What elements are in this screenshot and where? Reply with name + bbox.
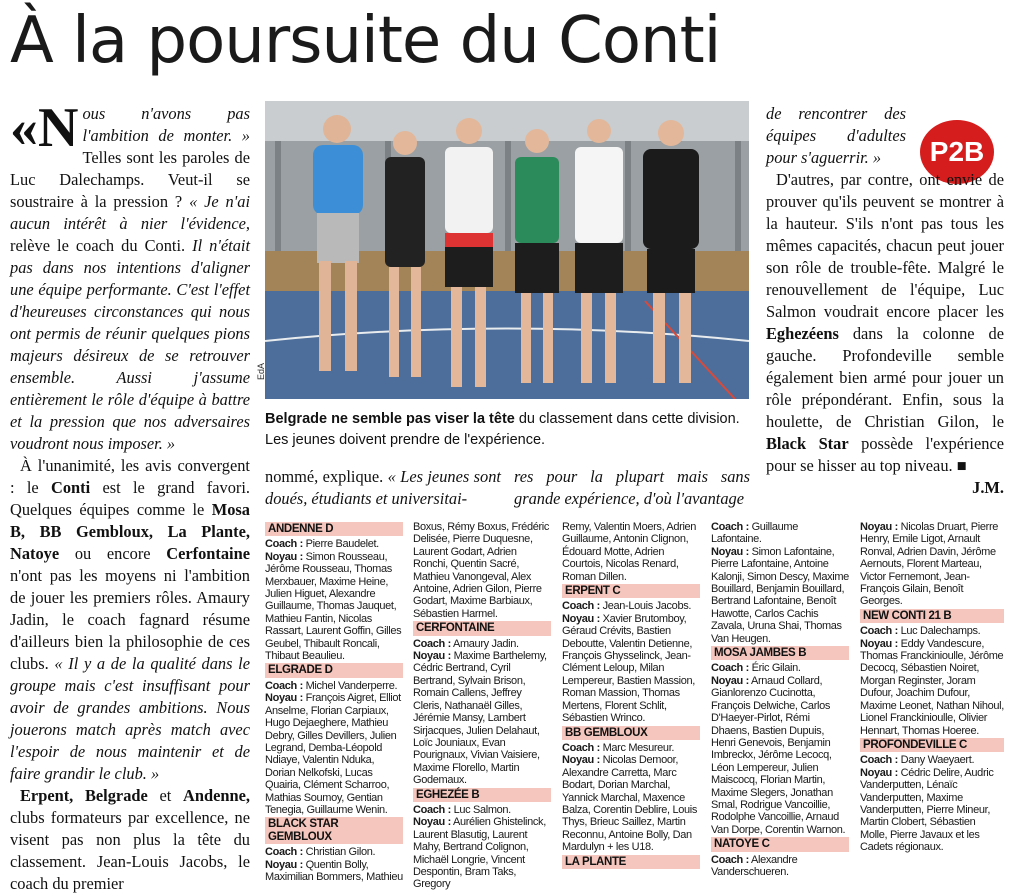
article-middle-right: res pour la plupart mais sans grande expérience, d'où l'avantage bbox=[514, 467, 750, 508]
roster-new-conti: Coach : Luc Dalechamps. Noyau : Eddy Vandescure, Thomas Franckinioulle, Jérôme Decocq, Sébastien Noiret, Morgan Reginster, Joram Dufour, Joachim Dufour, Maxime Leonet, Nathan Nihoul, Lionel Franckinioulle, Olivier Hennart, Thomas Hoeree. bbox=[860, 625, 1004, 737]
team-header-la-plante: LA PLANTE bbox=[562, 855, 700, 869]
team-header-natoye: NATOYE C bbox=[711, 837, 849, 851]
article-paragraph-4: de rencontrer des équipes d'adultes pour s'aguerrir. » bbox=[766, 104, 906, 167]
roster-natoye-cont: Noyau : Nicolas Druart, Pierre Henry, Emile Ligot, Arnault Ronval, Adrien Davin, Jérôme Aernouts, Florent Marteau, Victor Fernemont, Jean-François Gilain, Benoît Georges. bbox=[860, 521, 999, 608]
author-signature: J.M. bbox=[972, 478, 1004, 497]
team-header-cerfontaine: CERFONTAINE bbox=[413, 621, 551, 635]
end-mark: ■ bbox=[956, 456, 967, 475]
team-header-andenne: ANDENNE D bbox=[265, 522, 403, 536]
roster-natoye: Coach : Alexandre Vanderschueren. bbox=[711, 853, 798, 878]
headline: À la poursuite du Conti bbox=[10, 4, 721, 78]
article-paragraph-2: À l'unanimité, les avis convergent : le Conti est le grand favori. Quelques équipes comme le Mosa B, BB Gembloux, La Plante, Natoye ou encore Cerfontaine n'ont pas les moyens ni l'ambition de jouer les premiers rôles. Amaury Jadin, le coach fagnard résume d'ailleurs bien la philosophie de ces clubs. « Il y a de la qualité dans le groupe mais c'est insuffisant pour avoir de grandes ambitions. Nous jouerons match après match avec l'espoir de nous maintenir et de faire grandir le club. » bbox=[10, 456, 250, 783]
article-column-4 bbox=[766, 103, 1004, 499]
roster-erpent: Coach : Jean-Louis Jacobs. Noyau : Xavier Brutomboy, Géraud Crévits, Bastien Deboutte, Valentin Detienne, François Ghysselinck, Jean-Clément Leloup, Milan Lempereur, Bastien Massion, Roman Massion, Thomas Mertens, Florent Schlit, Sébastien Wrinco. bbox=[562, 600, 696, 725]
roster-cerfontaine: Coach : Amaury Jadin. Noyau : Maxime Barthelemy, Cédric Bertrand, Cyril Bertrand, Sylvain Brison, Romain Callens, Jeffrey Cleris, Nathanaël Gilles, Jérémie Mansy, Lambert Sirjacques, Julien Delahaut, Loïc Jouniaux, Evan Pourignaux, Vivian Vaisiere, Maxime Florello, Martin Godemaux. bbox=[413, 637, 547, 787]
roster-andenne: Coach : Pierre Baudelet. Noyau : Simon Rousseau, Jérôme Rousseau, Thomas Merxbauer, Maxime Heine, Julien Higuet, Alexandre Guillaume, Thomas Jauquet, Mathieu Fantin, Nicolas Rassart, Laurent Goffin, Gilles Geubel, Thibault Roncali, Thibaut Beaulieu. bbox=[265, 538, 402, 663]
article-paragraph-3: Erpent, Belgrade et Andenne, clubs formateurs par excellence, ne visent pas non plus la tête du classement. Jean-Louis Jacobs, le coach du premier bbox=[10, 786, 250, 893]
photo-caption: Belgrade ne semble pas viser la tête du classement dans cette division. Les jeunes doivent prendre de l'expérience. bbox=[265, 411, 740, 448]
roster-column-5 bbox=[860, 521, 1004, 854]
roster-belgrade: Coach : Michel Vanderperre. Noyau : François Aigret, Elliot Anselme, Florian Carpiaux, Hugo Dejaeghere, Mathieu Debry, Gilles Devillers, Julien Legrand, Demba-Léopold Ndiaye, Valentin Nduka, Dorian Nelkofski, Lucas Quairia, Clément Scharroo, Mathias Soumoy, Gentian Tenegia, Guillaume Wenin. bbox=[265, 679, 401, 816]
team-header-eghezee: EGHEZÉE B bbox=[413, 788, 551, 802]
roster-column-1 bbox=[265, 521, 403, 883]
drop-cap: «N bbox=[10, 97, 79, 159]
team-header-belgrade: ELGRADE D bbox=[265, 663, 403, 677]
team-photo bbox=[265, 101, 749, 399]
roster-gembloux: Coach : Marc Mesureur. Noyau : Nicolas Demoor, Alexandre Carretta, Marc Bodart, Dorian Marchal, Yannick Marchal, Maxence Balza, Corentin Deblire, Louis Thys, Brieuc Saillez, Martin Reconnu, Antoine Bolly, Dan Mardulyn + les U18. bbox=[562, 741, 698, 854]
article-paragraph-1: «N ous n'avons pas l'ambition de monter. » Telles sont les paroles de Luc Dalechamps. Veut-il se soustraire à la pression ? « Je n'ai aucun intérêt à nier l'évidence, relève le coach du Conti. Il n'était pas dans nos intentions d'aligner une équipe performante. C'est l'effet d'heureuses circonstances qui nous ont permis de réunir quelques pions majeurs désireux de se retrouver ensemble. Aussi j'assume entièrement le rôle d'équipe à battre et la pression que nos adversaires voudront nous imposer. » bbox=[10, 97, 251, 453]
roster-la-plante: Coach : Guillaume Lafontaine. Noyau : Simon Lafontaine, Pierre Lafontaine, Antoine Kalonji, Simon Descy, Maxime Bouillard, Benjamin Bouillard, Bertrand Lafontaine, Benoît Hawotte, Carlos Cachis Zavala, Uruna Shai, Thomas Van Heugen. bbox=[711, 521, 849, 645]
roster-eghezee-cont: Remy, Valentin Moers, Adrien Guillaume, Antonin Clignon, Édouard Motte, Adrien Courtois, Nicolas Renard, Roman Dillen. bbox=[562, 521, 697, 583]
article-middle-left: nommé, explique. « Les jeunes sont doués, étudiants et universitai- bbox=[265, 467, 501, 508]
roster-column-4 bbox=[711, 521, 849, 878]
roster-column-3 bbox=[562, 521, 700, 871]
roster-mosa: Coach : Éric Gilain. Noyau : Arnaud Collard, Gianlorenzo Cucinotta, François Delwiche, Carlos D'Haeyer-Pirlot, Rémi Dhaens, Bastien Dupuis, Henri Genevois, Benjamin Imbreckx, Jérôme Lecocq, Léon Lempereur, Julien Maiscocq, Florian Martin, Maxime Slegers, Jonathan Smal, Rodrigue Vancoillie, Rodolphe Vancoillie, Arnaud Van Dorpe, Corentin Warnon. bbox=[711, 662, 846, 836]
roster-black-star-cont: Boxus, Rémy Boxus, Frédéric Delisée, Pierre Duquesne, Laurent Godart, Adrien Ronchi, Quentin Sacré, Mathieu Vanongeval, Alex Antoine, Adrien Gilon, Pierre Godart, Maxime Barbiaux, Sébastien Harmel. bbox=[413, 521, 550, 620]
team-header-new-conti: NEW CONTI 21 B bbox=[860, 609, 1004, 623]
article-paragraph-5: D'autres, par contre, ont envie de prouver qu'ils peuvent se montrer à la hauteur. S'ils n'ont pas tous les mêmes capacités, chacun peut jouer son rôle de trouble-fête. Malgré le renouvellement de l'équipe, Luc Salmon voudrait encore placer les Eghezéens dans la colonne de gauche. Profondeville semble également bien armé pour jouer un rôle prépondérant. Enfin, sous la houlette, de Christian Gilon, le Black Star possède l'expérience pour se hisser au top niveau. ■ J.M. bbox=[766, 170, 1004, 497]
team-header-erpent: ERPENT C bbox=[562, 584, 700, 598]
photo-credit: EdA bbox=[256, 362, 266, 380]
roster-profondeville: Coach : Dany Waeyaert. Noyau : Cédric Delire, Audric Vanderputten, Lénaïc Vanderputten, Maxime Vanderputten, Pierre Mineur, Martin Clobert, Sébastien Molle, Pierre Javaux et les Cadets régionaux. bbox=[860, 754, 994, 854]
team-header-mosa: MOSA JAMBES B bbox=[711, 646, 849, 660]
article-column-1 bbox=[10, 97, 251, 895]
team-header-gembloux: BB GEMBLOUX bbox=[562, 726, 700, 740]
roster-eghezee: Coach : Luc Salmon. Noyau : Aurélien Ghistelinck, Laurent Blasutig, Laurent Mahy, Bertrand Colignon, Michaël Longrie, Vincent Despontin, Bram Taks, Gregory bbox=[413, 803, 546, 891]
roster-column-2 bbox=[413, 521, 551, 891]
team-header-black-star: BLACK STAR GEMBLOUX bbox=[265, 817, 403, 844]
roster-black-star: Coach : Christian Gilon. Noyau : Quentin Bolly, Maximilian Bommers, Mathieu bbox=[265, 846, 403, 883]
division-badge: P2B bbox=[920, 120, 994, 184]
team-header-profondeville: PROFONDEVILLE C bbox=[860, 738, 1004, 752]
team-photo-illustration bbox=[265, 101, 749, 399]
